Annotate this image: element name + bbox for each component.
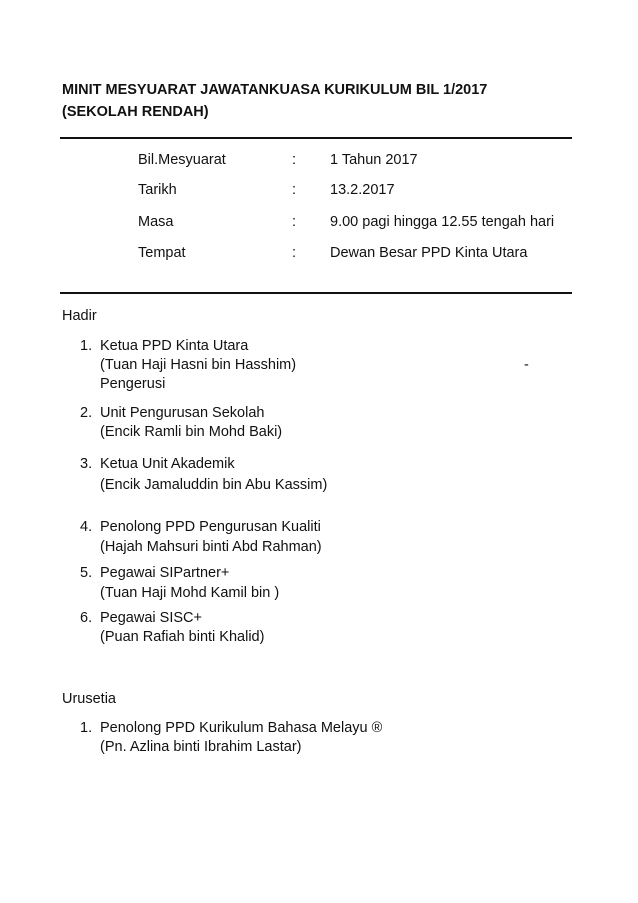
attendee-role: Ketua PPD Kinta Utara (100, 338, 249, 354)
item-body (100, 719, 550, 757)
item-body (100, 337, 550, 394)
meta-label: Tempat (138, 245, 186, 261)
meta-row-bil (138, 152, 578, 172)
meta-row-tempat (138, 245, 578, 265)
document-title (62, 79, 582, 123)
attendee-role: Unit Pengurusan Sekolah (100, 405, 265, 421)
secretariat-name: (Pn. Azlina binti Ibrahim Lastar) (100, 739, 302, 755)
item-number: 2. (80, 405, 93, 421)
attendee-name: (Tuan Haji Mohd Kamil bin ) (100, 585, 280, 601)
item-number: 1. (80, 338, 93, 354)
top-divider (60, 137, 572, 139)
meta-value: 9.00 pagi hingga 12.55 tengah hari (330, 214, 555, 230)
attendee-role: Pegawai SIPartner+ (100, 565, 230, 581)
urusetia-heading: Urusetia (62, 691, 116, 707)
attendee-role: Pegawai SISC+ (100, 610, 202, 626)
attendee-role: Ketua Unit Akademik (100, 456, 235, 472)
item-body (100, 564, 550, 603)
attendee-name: (Hajah Mahsuri binti Abd Rahman) (100, 539, 322, 555)
item-body (100, 455, 550, 495)
meta-label: Masa (138, 214, 174, 230)
attendee-name: (Encik Jamaluddin bin Abu Kassim) (100, 477, 328, 493)
secretariat-role: Penolong PPD Kurikulum Bahasa Melayu ® (100, 720, 383, 736)
meta-value: 1 Tahun 2017 (330, 152, 418, 168)
meta-value: Dewan Besar PPD Kinta Utara (330, 245, 528, 261)
item-body (100, 404, 550, 442)
meta-value: 13.2.2017 (330, 182, 395, 198)
title-line-2: (SEKOLAH RENDAH) (62, 104, 209, 120)
item-number: 6. (80, 610, 93, 626)
item-body (100, 609, 550, 647)
meta-separator: : (292, 214, 297, 230)
meta-separator: : (292, 245, 297, 261)
item-number: 1. (80, 720, 93, 736)
meta-separator: : (292, 182, 297, 198)
attendee-position: Pengerusi (100, 376, 166, 392)
bottom-divider (60, 292, 572, 294)
meta-label: Bil.Mesyuarat (138, 152, 226, 168)
item-number: 5. (80, 565, 93, 581)
meta-row-masa (138, 214, 578, 234)
title-line-1: MINIT MESYUARAT JAWATANKUASA KURIKULUM BIL 1/2017 (62, 82, 488, 98)
meta-label: Tarikh (138, 182, 177, 198)
dash-separator: - (524, 357, 529, 373)
item-number: 4. (80, 519, 93, 535)
attendee-name: (Puan Rafiah binti Khalid) (100, 629, 265, 645)
attendee-name: (Encik Ramli bin Mohd Baki) (100, 424, 283, 440)
item-number: 3. (80, 456, 93, 472)
item-body (100, 518, 550, 557)
meta-row-tarikh (138, 182, 578, 202)
meta-separator: : (292, 152, 297, 168)
hadir-heading: Hadir (62, 308, 97, 324)
attendee-role: Penolong PPD Pengurusan Kualiti (100, 519, 321, 535)
attendee-name: (Tuan Haji Hasni bin Hasshim) (100, 357, 297, 373)
